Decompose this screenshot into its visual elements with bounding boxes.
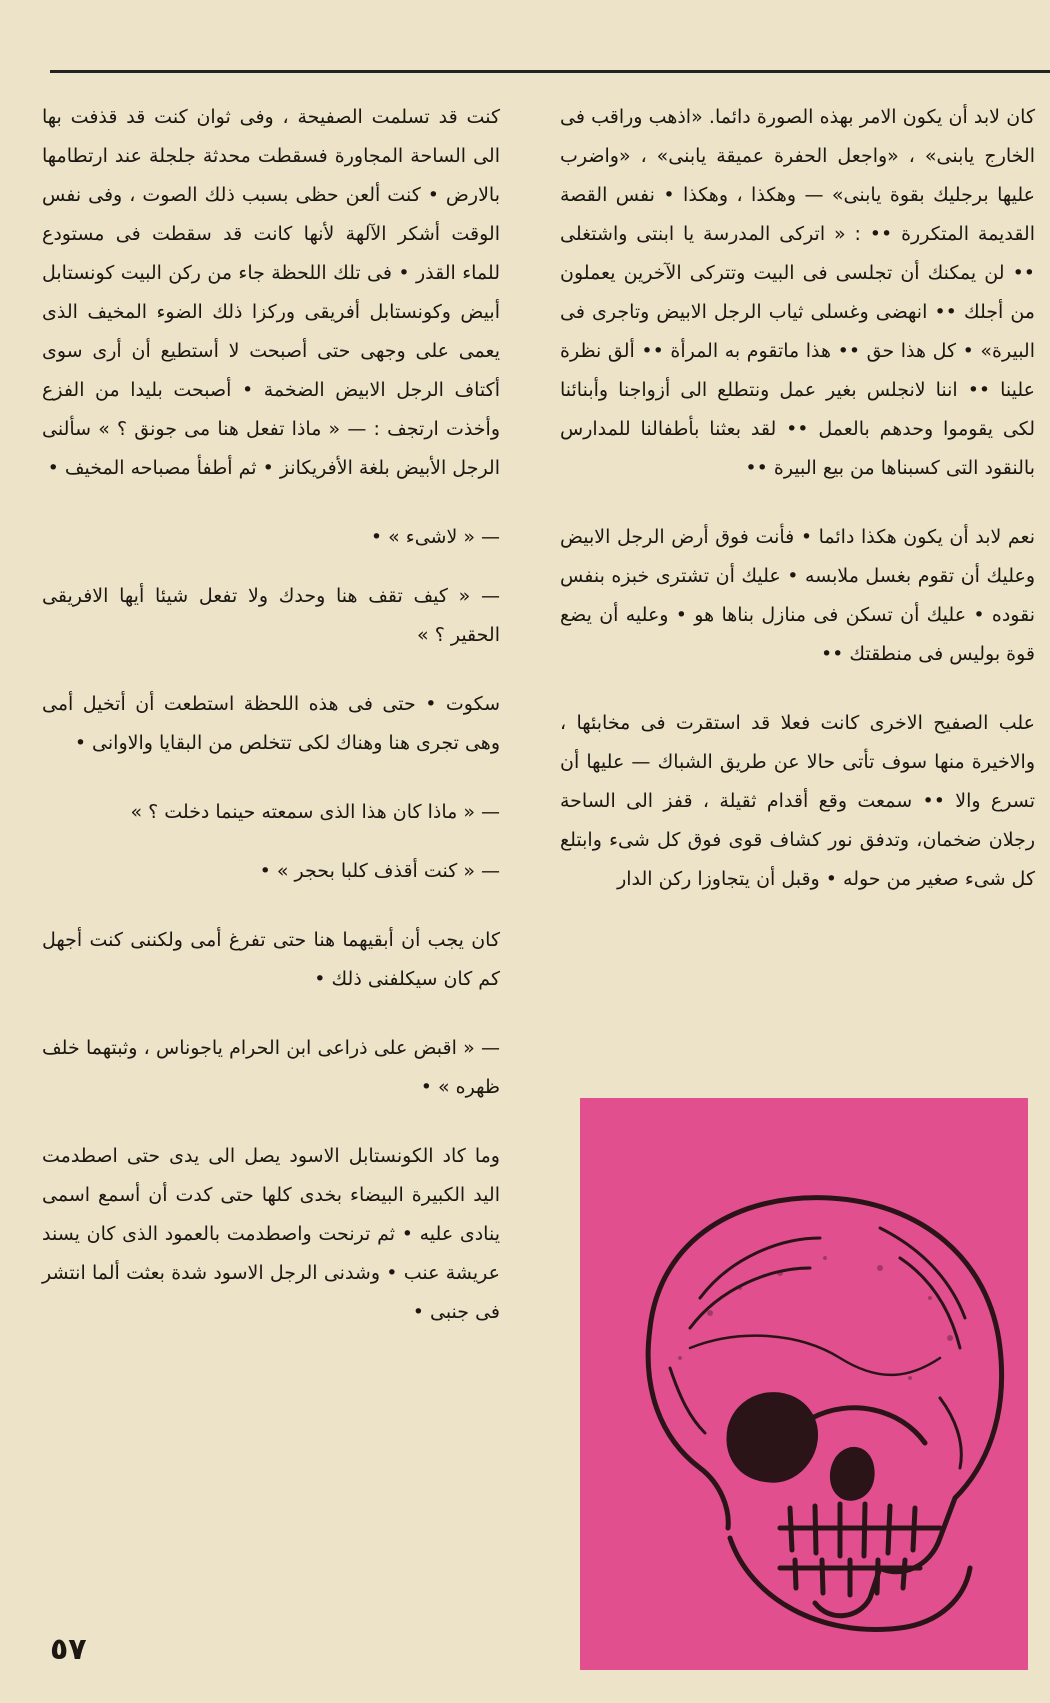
dialogue-line: — « اقبض على ذراعى ابن الحرام ياجوناس ، وثبتهما خلف ظهره » • [42, 1037, 500, 1098]
paragraph: علب الصفيح الاخرى كانت فعلا قد استقرت فى مخابئها ، والاخيرة منها سوف تأتى حالا عن طريق الشباك — عليها أن تسرع والا •• سمعت وقع أقدام ثقيلة ، قفز الى الساحة رجلان ضخمان، وتدفق نور كشاف قوى فوق كل شىء وابتلع كل شىء صغير من حوله • وقبل أن يتجاوزا ركن الدار [560, 712, 1035, 890]
page-number: ٥٧ [50, 1632, 87, 1667]
right-text-column [560, 98, 1035, 929]
skull-illustration [580, 1098, 1028, 1670]
dialogue-line: — « ماذا كان هذا الذى سمعته حينما دخلت ؟ » [130, 801, 500, 823]
paragraph: كان لابد أن يكون الامر بهذه الصورة دائما. «اذهب وراقب فى الخارج يابنى» ، «واجعل الحفرة عميقة يابنى» ، «واضرب عليها برجليك بقوة يابنى» — وهكذا ، وهكذا • نفس القصة القديمة المتكررة •• : « اتركى المدرسة يا ابنتى واشتغلى •• لن يمكنك أن تجلسى فى البيت وتتركى الآخرين يعملون من أجلك •• انهضى وغسلى ثياب الرجل الابيض وتاجرى فى البيرة» • كل هذا حق •• هذا ماتقوم به المرأة •• ألق نظرة علينا •• اننا لانجلس بغير عمل ونتطلع الى أزواجنا وأبنائنا لكى يقوموا وحدهم بالعمل •• لقد بعثنا بأطفالنا للمدارس بالنقود التى كسبناها من بيع البيرة •• [560, 106, 1035, 479]
paragraph: نعم لابد أن يكون هكذا دائما • فأنت فوق أرض الرجل الابيض وعليك أن تقوم بغسل ملابسه • عليك أن تشترى خبزه بنفس نقوده • عليك أن تسكن فى منازل بناها هو • وعليه أن يضع قوة بوليس فى منطقتك •• [560, 526, 1035, 665]
paragraph: كنت قد تسلمت الصفيحة ، وفى ثوان كنت قد قذفت بها الى الساحة المجاورة فسقطت محدثة جلجلة عند ارتطامها بالارض • كنت ألعن حظى بسبب ذلك الصوت ، وفى نفس الوقت أشكر الآلهة لأنها كانت قد سقطت فى مستودع للماء القذر • فى تلك اللحظة جاء من ركن البيت كونستابل أبيض وكونستابل أفريقى وركزا ذلك الضوء المخيف الذى يعمى على وجهى حتى أصبحت لا أستطيع أن أرى سوى أكتاف الرجل الابيض الضخمة • أصبحت بليدا من الفزع وأخذت ارتجف : — « ماذا تفعل هنا مى جونق ؟ » سألنى الرجل الأبيض بلغة الأفريكانز • ثم أطفأ مصباحه المخيف • [42, 106, 500, 479]
dialogue-line: — « كنت أقذف كلبا بحجر » • [259, 860, 500, 882]
paragraph: وما كاد الكونستابل الاسود يصل الى يدى حتى اصطدمت اليد الكبيرة البيضاء بخدى كلها حتى كدت أن أسمع اسمى ينادى عليه • ثم ترنحت واصطدمت بالعمود الذى كان يسند عريشة عنب • وشدنى الرجل الاسود شدة بعثت ألما انتشر فى جنبى • [42, 1145, 500, 1323]
paragraph: سكوت • حتى فى هذه اللحظة استطعت أن أتخيل أمى وهى تجرى هنا وهناك لكى تتخلص من البقايا والاوانى • [42, 693, 500, 754]
left-text-column [42, 98, 500, 1362]
dialogue-line: — « كيف تقف هنا وحدك ولا تفعل شيئا أيها الافريقى الحقير ؟ » [42, 585, 500, 646]
paragraph: كان يجب أن أبقيهما هنا حتى تفرغ أمى ولكننى كنت أجهل كم كان سيكلفنى ذلك • [42, 929, 500, 990]
top-rule [50, 70, 1050, 73]
dialogue-line: — « لاشىء » • [370, 526, 500, 548]
skull-drawing [580, 1098, 1028, 1670]
